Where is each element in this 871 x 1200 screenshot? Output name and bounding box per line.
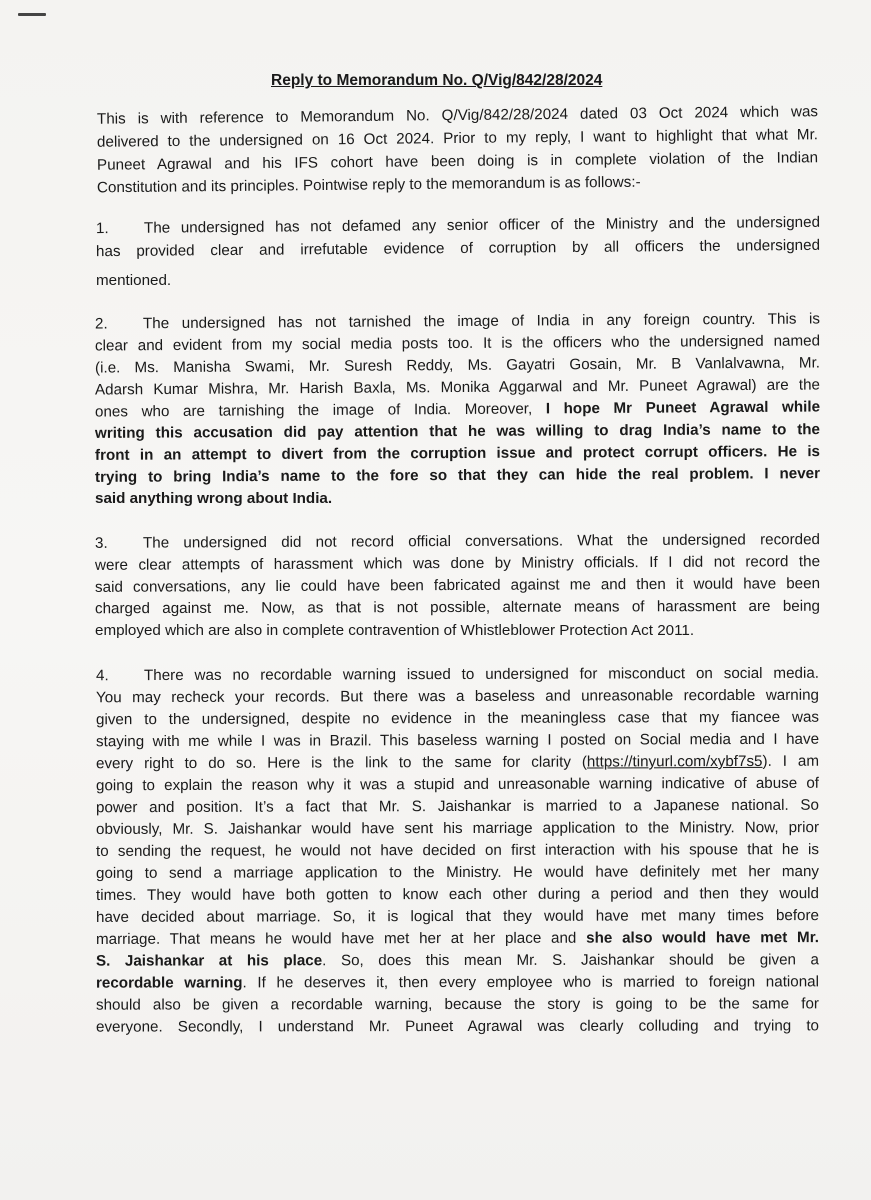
point-3-line-1: 3. The undersigned did not record official conversations. What the undersigned recorded (94, 531, 821, 552)
point-2-line-2: clear and evident from my social media posts too. It is the officers who the undersigned named (94, 332, 821, 355)
point-4-line-1: 4. There was no recordable warning issued to undersigned for misconduct on social media. (95, 664, 820, 685)
point-2-line-7: front in an attempt to divert from the corruption issue and protect corrupt officers. He is (94, 443, 821, 464)
point-3-line-3: said conversations, any lie could have been fabricated against me and then it would have been (94, 575, 821, 596)
point-4-line-12: have decided about marriage. So, it is logical that they would have met many times before (95, 907, 820, 926)
point-number: 3. (94, 534, 108, 552)
point-1-line-2: has provided clear and irrefutable evidence of corruption by all officers the undersigned (95, 236, 821, 261)
point-4-line-13: marriage. That means he would have met her at her place and she also would have met Mr. (95, 929, 820, 948)
point-2-line-5: ones who are tarnishing the image of India. Moreover, I hope Mr Puneet Agrawal while (94, 398, 821, 421)
point-4-line-5: every right to do so. Here is the link to the same for clarity (https://tinyurl.com/xybf7s5). I am (95, 752, 820, 773)
point-3-line-5: employed which are also in complete contravention of Whistleblower Protection Act 2011. (95, 622, 695, 639)
point-4-line-14: S. Jaishankar at his place. So, does this mean Mr. S. Jaishankar should be given a (95, 951, 820, 970)
point-4-line-3: given to the undersigned, despite no evidence in the meaningless case that my fiancee was (95, 708, 820, 729)
intro-line-1: This is with reference to Memorandum No. Q/Vig/842/28/2024 dated 03 Oct 2024 which was (96, 103, 819, 128)
margin-mark (18, 13, 46, 16)
point-1-line-1: 1. The undersigned has not defamed any senior officer of the Ministry and the undersigned (95, 213, 821, 238)
document-title: Reply to Memorandum No. Q/Vig/842/28/2024 (271, 72, 603, 89)
point-4-line-15: recordable warning. If he deserves it, then every employee who is married to foreign national (95, 973, 820, 992)
point-4-line-10: going to send a marriage application to the Ministry. He would have definitely met her many (95, 863, 820, 882)
tinyurl-link[interactable]: https://tinyurl.com/xybf7s5 (586, 752, 763, 771)
point-number: 1. (95, 220, 109, 238)
point-4-line-4: staying with me while I was in Brazil. This baseless warning I posted on Social media and I have (95, 730, 820, 751)
point-2-line-9: said anything wrong about India. (95, 490, 333, 507)
point-number: 2. (94, 315, 108, 333)
point-2-line-1: 2. The undersigned has not tarnished the image of India in any foreign country. This is (94, 310, 821, 333)
point-4-line-16: should also be given a recordable warning, because the story is going to be the same for (95, 995, 820, 1014)
point-2-line-6: writing this accusation did pay attention that he was willing to drag India’s name to the (94, 421, 821, 442)
point-3-line-4: charged against me. Now, as that is not possible, alternate means of harassment are being (94, 597, 821, 618)
point-4-line-11: times. They would have both gotten to know each other during a period and then they would (95, 885, 820, 904)
point-4-line-6: going to explain the reason why it was a stupid and unreasonable warning indicative of abuse of (95, 774, 820, 795)
point-4-line-2: You may recheck your records. But there was a baseless and unreasonable recordable warning (95, 686, 820, 707)
intro-line-4: Constitution and its principles. Pointwise reply to the memorandum is as follows:- (96, 173, 641, 197)
intro-line-3: Puneet Agrawal and his IFS cohort have been doing is in complete violation of the Indian (96, 149, 819, 174)
intro-line-2: delivered to the undersigned on 16 Oct 2024. Prior to my reply, I want to highlight that what Mr. (96, 126, 819, 151)
point-4-line-9: to sending the request, he would not have decided on first interaction with his spouse that he is (95, 841, 820, 860)
point-3-line-2: were clear attempts of harassment which was done by Ministry officials. If I did not record the (94, 553, 821, 574)
point-number: 4. (95, 667, 109, 685)
point-2-line-4: Adarsh Kumar Mishra, Mr. Harish Baxla, Ms. Monika Aggarwal and Mr. Puneet Agrawal) are the (94, 376, 821, 399)
point-4-line-17: everyone. Secondly, I understand Mr. Puneet Agrawal was clearly colluding and trying to (95, 1017, 820, 1036)
point-1-line-3: mentioned. (96, 272, 172, 289)
point-2-line-8: trying to bring India’s name to the fore so that they can hide the real problem. I never (94, 465, 821, 486)
point-4-line-7: power and position. It’s a fact that Mr. S. Jaishankar is married to a Japanese national. So (95, 796, 820, 817)
point-4-line-8: obviously, Mr. S. Jaishankar would have sent his marriage application to the Ministry. Now, prior (95, 819, 820, 838)
point-2-line-3: (i.e. Ms. Manisha Swami, Mr. Suresh Reddy, Ms. Gayatri Gosain, Mr. B Vanlalvawna, Mr. (94, 354, 821, 377)
